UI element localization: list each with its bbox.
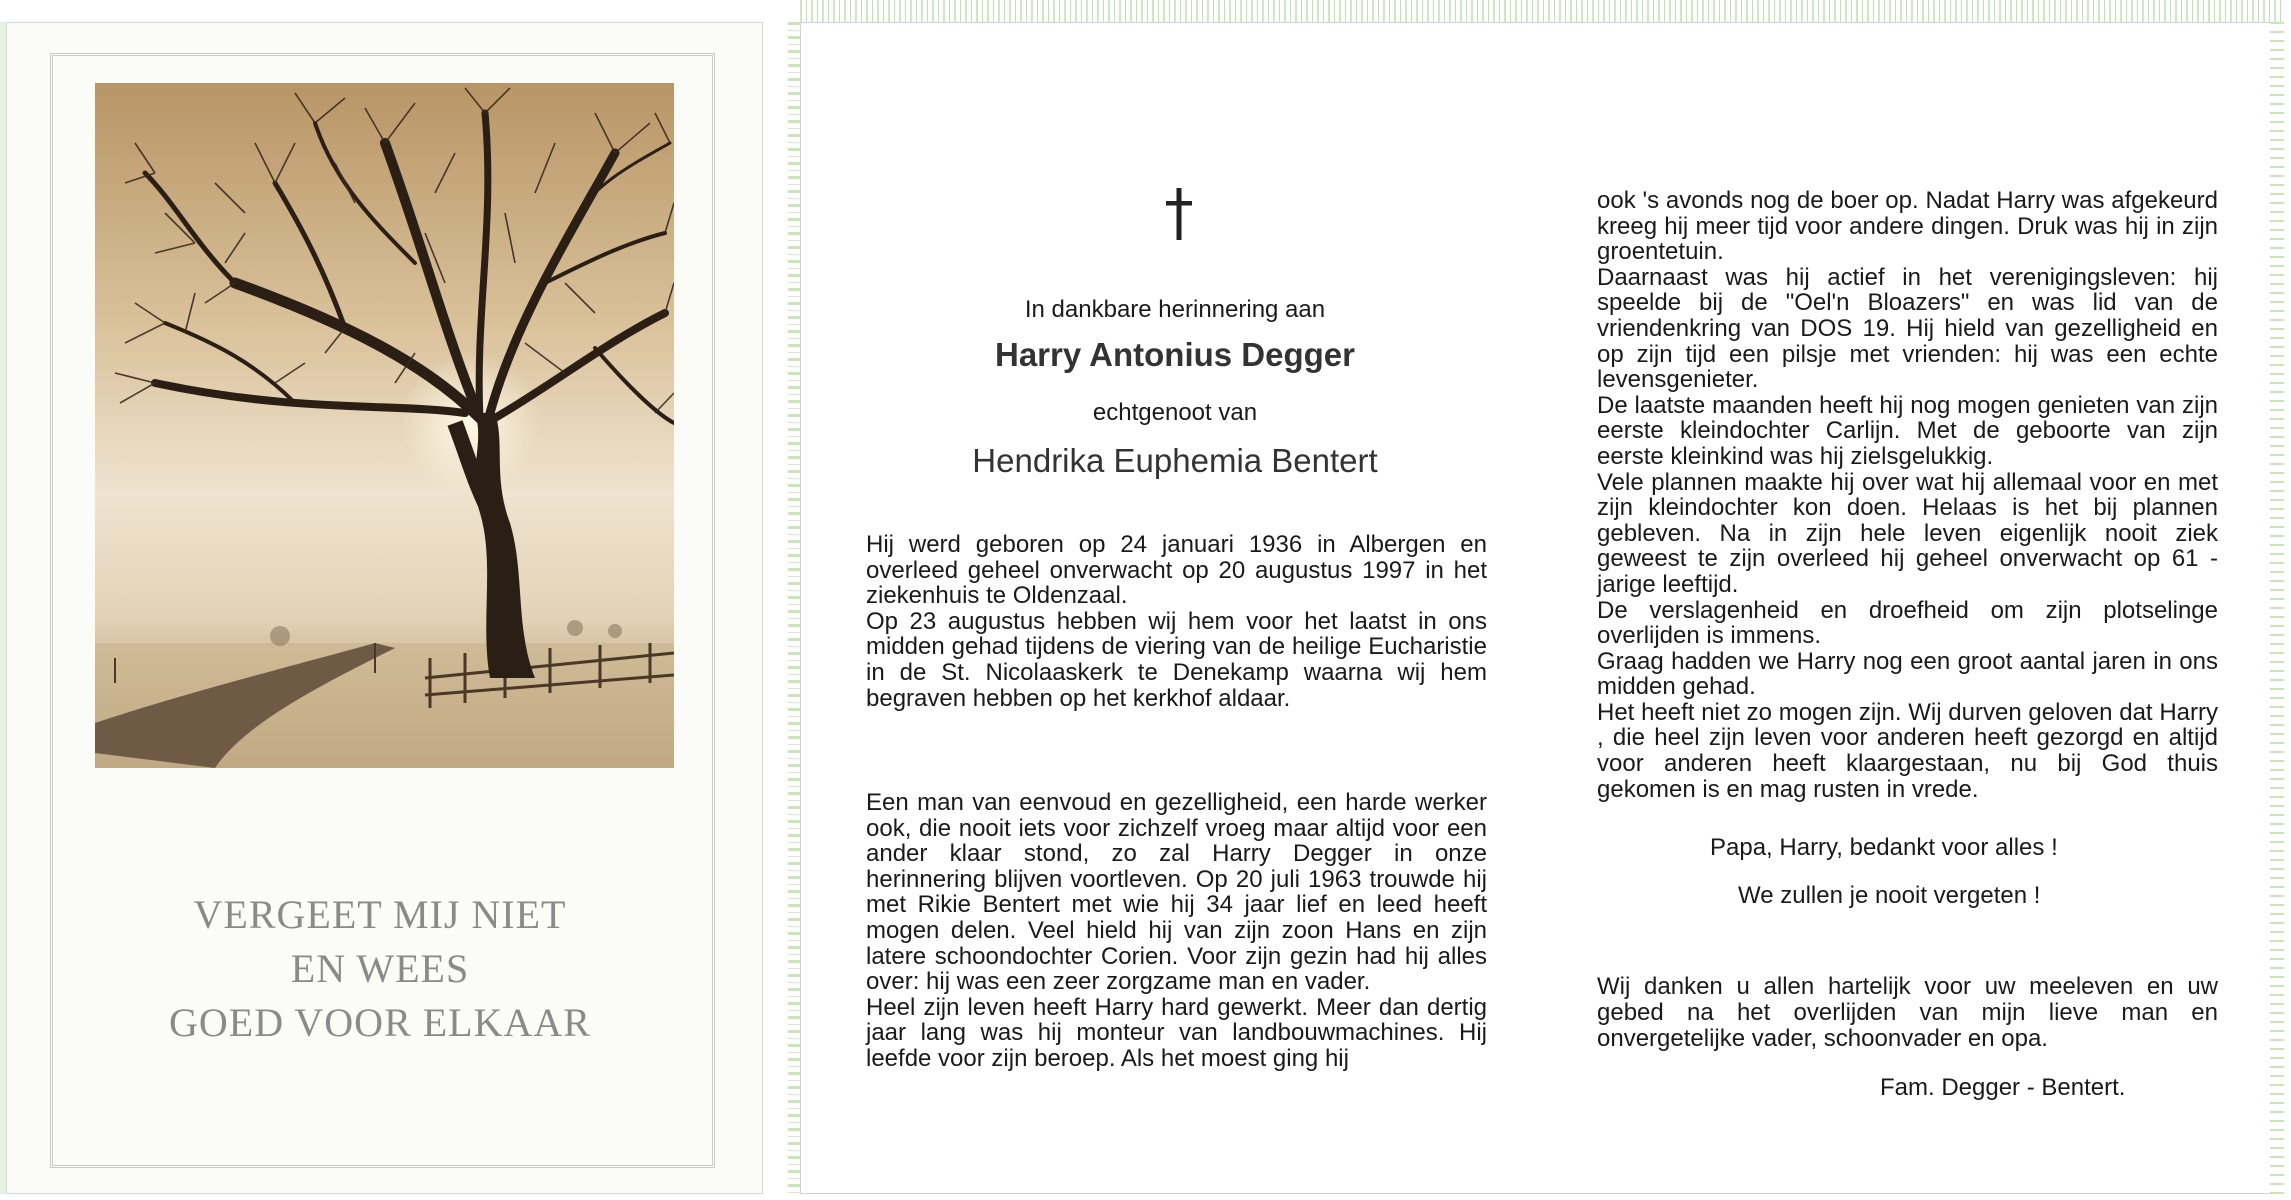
paragraph: Graag hadden we Harry nog een groot aantal jaren in ons midden gehad. [1597, 647, 2218, 701]
biography-paragraphs-3 [1597, 188, 2218, 802]
cross-icon [1166, 188, 1192, 240]
closing-line-1: Papa, Harry, bedankt voor alles ! [1710, 834, 2058, 861]
biography-paragraphs-2 [866, 790, 1487, 1072]
motto-line-3: GOED VOOR ELKAAR [169, 1000, 591, 1045]
paragraph: Heel zijn leven heeft Harry hard gewerkt. Meer dan dertig jaar lang was hij monteur van landbouwmachines. Hij leefde voor zijn beroep. Als het moest ging hij [866, 993, 1487, 1072]
card-edge-top [800, 0, 2283, 24]
tree-photo [95, 83, 674, 768]
deceased-name: Harry Antonius Degger [994, 336, 1355, 373]
biography-paragraphs-1 [866, 532, 1487, 711]
intro-line: In dankbare herinnering aan [1024, 296, 1326, 323]
paragraph: Een man van eenvoud en gezelligheid, een harde werker ook, die nooit iets voor zichzelf vroeg maar altijd voor een ander klaar stond, zo zal Harry Degger in onze herinnering blijven voortleven. Op 20 juli 1963 trouwde hij met Rikie Bentert met wie hij 34 jaar lief en leed heeft mogen delen. Veel hield hij van zijn zoon Hans en zijn latere schoondochter Corien. Voor zijn gezin had hij alles over: hij was een zeer zorgzame man en vader. [866, 789, 1487, 996]
paragraph: Daarnaast was hij actief in het verenigingsleven: hij speelde bij de "Oel'n Bloazers" en was lid van de vriendenkring van DOS 19. Hij hield van gezelligheid en op zijn tijd een pilsje met vrienden: hij was een echte levensgenieter. [1597, 263, 2218, 394]
paragraph: ook 's avonds nog de boer op. Nadat Harry was afgekeurd kreeg hij meer tijd voor andere dingen. Druk was hij in zijn groentetuin. [1597, 187, 2218, 266]
motto [60, 888, 700, 1050]
family-signature: Fam. Degger - Bentert. [1880, 1074, 2126, 1101]
motto-line-1: VERGEET MIJ NIET [193, 892, 567, 937]
closing-line-2: We zullen je nooit vergeten ! [1738, 882, 2041, 909]
paragraph: Vele plannen maakte hij over wat hij allemaal voor en met zijn kleindochter kon doen. Helaas is het bij plannen gebleven. Na in zijn hele leven eigenlijk nooit ziek geweest te zijn overleed hij geheel onverwacht op 61 - jarige leeftijd. [1597, 468, 2218, 598]
paragraph: De verslagenheid en droefheid om zijn plotselinge overlijden is immens. [1597, 596, 2218, 650]
card-edge-right [2270, 22, 2284, 1194]
paragraph: Het heeft niet zo mogen zijn. Wij durven geloven dat Harry , die heel zijn leven voor anderen heeft gezorgd en altijd voor anderen heeft klaargestaan, nu bij God thuis gekomen is en mag rusten in vrede. [1597, 698, 2218, 803]
paragraph: Op 23 augustus hebben wij hem voor het laatst in ons midden gehad tijdens de viering van de heilige Eucharistie in de St. Nicolaaskerk te Denekamp waarna wij hem begraven hebben op het kerkhof aldaar. [866, 607, 1487, 712]
paragraph: Hij werd geboren op 24 januari 1936 in Albergen en overleed geheel onverwacht op 20 augustus 1997 in het ziekenhuis te Oldenzaal. [866, 531, 1487, 610]
paragraph: De laatste maanden heeft hij nog mogen genieten van zijn eerste kleindochter Carlijn. Met de geboorte van zijn eerste kleinkind was hij zielsgelukkig. [1597, 391, 2218, 470]
spouse-label: echtgenoot van [1092, 399, 1258, 426]
paragraph: Wij danken u allen hartelijk voor uw meeleven en uw gebed na het overlijden van mijn lieve man en onvergetelijke vader, schoonvader en opa. [1597, 973, 2218, 1052]
motto-line-2: EN WEES [290, 946, 470, 991]
spouse-name: Hendrika Euphemia Bentert [972, 442, 1378, 479]
gratitude-text [1597, 974, 2218, 1052]
